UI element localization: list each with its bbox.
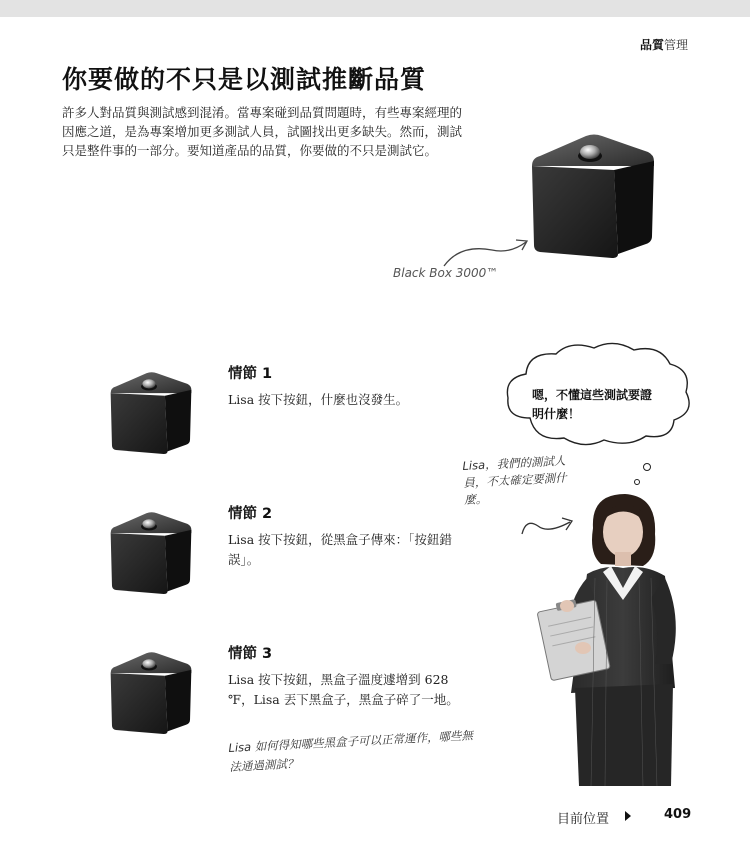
thought-bubble-text: 嗯，不懂這些測試要證明什麼！ bbox=[532, 388, 653, 421]
woman-with-clipboard-image bbox=[535, 488, 685, 788]
chapter-rest: 管理 bbox=[663, 38, 688, 52]
triangle-right-icon[interactable] bbox=[625, 811, 631, 821]
chapter-header bbox=[640, 36, 688, 53]
scene-3-text: Lisa 按下按鈕，黑盒子溫度遽增到 628 ℉，Lisa 丟下黑盒子，黑盒子碎了一地。 bbox=[228, 672, 459, 707]
black-box-image-scene-2 bbox=[108, 506, 194, 596]
handwritten-lisa-note: Lisa，我們的測試人員，不太確定要測什麼。 bbox=[462, 453, 568, 507]
scene-1-text: Lisa 按下按鈕，什麼也沒發生。 bbox=[228, 392, 409, 407]
scene-2-heading: 情節 2 bbox=[228, 506, 273, 522]
thought-dot bbox=[634, 479, 640, 485]
black-box-label: Black Box 3000™ bbox=[393, 266, 499, 280]
thought-dot bbox=[643, 463, 651, 471]
chapter-bold: 品質 bbox=[639, 38, 664, 52]
scene-1-heading: 情節 1 bbox=[228, 366, 273, 382]
handwritten-question: Lisa 如何得知哪些黑盒子可以正常運作，哪些無法通過測試？ bbox=[228, 728, 474, 774]
black-box-image-scene-1 bbox=[108, 366, 194, 456]
page-number: 409 bbox=[664, 807, 692, 822]
curved-arrow-icon bbox=[440, 236, 535, 270]
footer-nav-label[interactable]: 目前位置 bbox=[557, 812, 610, 827]
scene-3-heading: 情節 3 bbox=[228, 646, 273, 662]
scene-2-text: Lisa 按下按鈕，從黑盒子傳來：「按鈕錯誤」。 bbox=[228, 532, 452, 567]
top-bar bbox=[0, 0, 750, 17]
intro-paragraph: 許多人對品質與測試感到混淆。當專案碰到品質問題時，有些專案經理的因應之道，是為專案增加更多測試人員，試圖找出更多缺失。然而，測試只是整件事的一部分。要知道產品的品質，你要做的不只是測試它。 bbox=[62, 105, 463, 158]
page-title: 你要做的不只是以測試推斷品質 bbox=[62, 65, 427, 94]
black-box-image-large bbox=[528, 128, 658, 258]
black-box-image-scene-3 bbox=[108, 646, 194, 736]
